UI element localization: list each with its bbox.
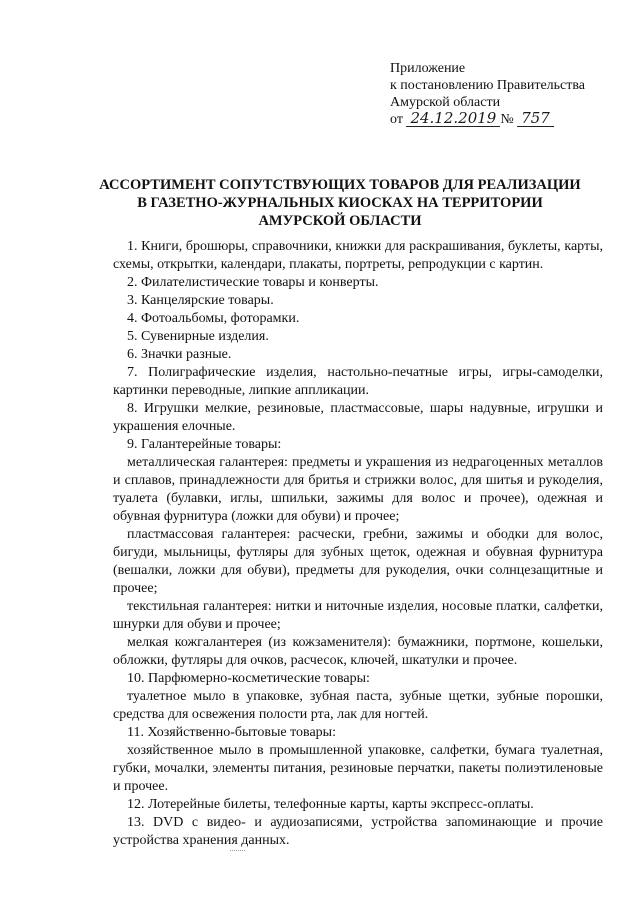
list-item: 4. Фотоальбомы, фоторамки. (127, 311, 300, 326)
list-item: 8. Игрушки мелкие, резиновые, пластмассовые, шары надувные, игрушки и украшения елочные. (113, 401, 603, 434)
document-body (113, 238, 603, 850)
list-subitem: пластмассовая галантерея: расчески, гребни, зажимы и ободки для волос, бигуди, мыльницы, футляры для зубных щеток, одежная и обувная фурнитура (вешалки, ложки для обуви), предметы для рукоделия, очки солнцезащитные и прочее; (113, 527, 603, 596)
list-item: 7. Полиграфические изделия, настольно-печатные игры, игры-самоделки, картинки переводные, липкие аппликации. (113, 365, 603, 398)
list-subitem: металлическая галантерея: предметы и украшения из недрагоценных металлов и сплавов, принадлежности для бритья и стрижки волос, для шитья и рукоделия, туалета (булавки, иглы, шпильки, зажимы для волос и прочее), одежная и обувная фурнитура (ложки для обуви) и прочее; (113, 455, 603, 524)
list-item: 5. Сувенирные изделия. (127, 329, 269, 344)
list-item: 13. DVD с видео- и аудиозаписями, устройства запоминающие и прочие устройства хранения данных. (113, 815, 603, 848)
handwritten-date: 24.12.2019 (406, 111, 500, 127)
list-item: 1. Книги, брошюры, справочники, книжки для раскрашивания, буклеты, карты, схемы, открытки, календари, плакаты, портреты, репродукции с картин. (113, 239, 603, 272)
appendix-region: Амурской области (390, 95, 501, 110)
list-subitem: текстильная галантерея: нитки и ниточные изделия, носовые платки, салфетки, шнурки для обуви и прочее; (113, 599, 603, 632)
list-item: 12. Лотерейные билеты, телефонные карты, карты экспресс-оплаты. (127, 797, 534, 812)
date-prefix: от (390, 112, 403, 127)
title-line-2: В ГАЗЕТНО-ЖУРНАЛЬНЫХ КИОСКАХ НА ТЕРРИТОРИИ (137, 195, 543, 211)
number-prefix: № (500, 112, 514, 127)
appendix-resolution: к постановлению Правительства (390, 78, 586, 93)
list-subitem: туалетное мыло в упаковке, зубная паста, зубные щетки, зубные порошки, средства для освежения полости рта, лак для ногтей. (113, 689, 603, 722)
appendix-block (390, 60, 585, 128)
title-line-1: АССОРТИМЕНТ СОПУТСТВУЮЩИХ ТОВАРОВ ДЛЯ РЕАЛИЗАЦИИ (99, 177, 581, 193)
list-subitem: мелкая кожгалантерея (из кожзаменителя): бумажники, портмоне, кошельки, обложки, футляры для очков, расчесок, ключей, шкатулки и прочее. (113, 635, 603, 668)
appendix-title: Приложение (390, 61, 466, 76)
scan-mark (230, 850, 245, 852)
list-item: 11. Хозяйственно-бытовые товары: (127, 725, 336, 740)
list-item: 10. Парфюмерно-косметические товары: (127, 671, 370, 686)
document-title (80, 176, 600, 230)
list-item: 6. Значки разные. (127, 347, 232, 362)
title-line-3: АМУРСКОЙ ОБЛАСТИ (258, 213, 422, 229)
list-subitem: хозяйственное мыло в промышленной упаковке, салфетки, бумага туалетная, губки, мочалки, элементы питания, резиновые перчатки, пакеты полиэтиленовые и прочее. (113, 743, 603, 794)
list-item: 3. Канцелярские товары. (127, 293, 274, 308)
list-item: 2. Филателистические товары и конверты. (127, 275, 379, 290)
list-item: 9. Галантерейные товары: (127, 437, 282, 452)
handwritten-number: 757 (517, 111, 554, 127)
appendix-date-line (390, 111, 585, 128)
